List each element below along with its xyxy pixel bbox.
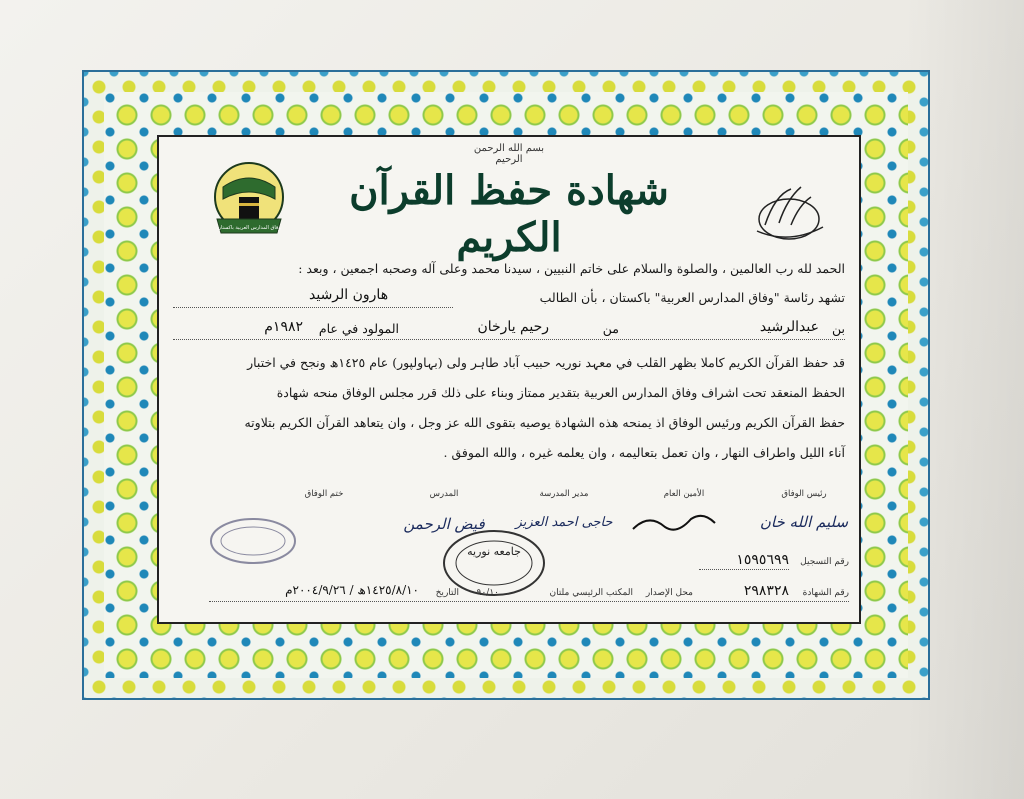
- signature-president: سليم الله خان: [759, 513, 849, 531]
- reference-number: ٩٠/١٠: [476, 588, 499, 598]
- school-stamp-text: جامعه نوریه: [467, 545, 521, 558]
- date-value: ١٤٢٥/٨/١٠ھ / ٢٠٠٤/٩/٢٦م: [285, 583, 419, 597]
- issue-place-label: محل الإصدار: [645, 588, 693, 598]
- student-name: هارون الرشيد: [309, 287, 389, 303]
- text-line-2: [173, 290, 845, 305]
- signature-label-director: مدير المدرسة: [539, 489, 589, 499]
- text-line-5: الحفظ المنعقد تحت اشراف وفاق المدارس العربية بتقدير ممتاز وبناء على ذلك قرر مجلس الوفاق منحه شهادة: [276, 385, 845, 400]
- registration-label: رقم التسجيل: [800, 557, 849, 567]
- text-line-2-label: تشهد رئاسة "وفاق المدارس العربية" باكستان ، بأن الطالب: [539, 290, 845, 305]
- wifaq-logo-icon: [209, 159, 289, 241]
- dotted-line: [209, 601, 849, 602]
- text-line-6: حفظ القرآن الكريم ورئيس الوفاق اذ يمنحه هذه الشهادة يوصيه بتقوى الله عز وجل ، وان يتعاهد القرآن الكريم بتلاوته: [244, 415, 845, 430]
- tughra-seal-icon: [745, 175, 831, 245]
- place-name: رحيم يارخان: [477, 319, 549, 335]
- certificate-number-label: رقم الشهادة: [802, 588, 849, 598]
- father-name: عبدالرشيد: [759, 319, 819, 335]
- bin-label: بن: [832, 321, 845, 336]
- text-line-1: الحمد لله رب العالمين ، والصلوة والسلام على خاتم النبيين ، سيدنا محمد وعلى آله وصحبه اجمعين ، وبعد :: [298, 261, 845, 276]
- text-line-4: قد حفظ القرآن الكريم كاملا بظهر القلب في معہد نوریہ حبیب آباد طاہر ولی (بہاولپور) عام ١٤٢٥ھ ونجح في اختبار: [247, 355, 845, 370]
- dotted-line: [699, 569, 789, 570]
- signature-secretary-scribble-icon: [629, 509, 719, 539]
- date-label: التاريخ: [435, 588, 459, 598]
- certificate-panel: [157, 135, 861, 624]
- issue-place: المكتب الرئيسي ملتان: [549, 588, 633, 598]
- born-label: المولود في عام: [318, 321, 399, 336]
- text-line-7: آناء الليل واطراف النهار ، وان تعمل بتعاليمه ، وان يعلمه غيره ، والله الموفق .: [443, 445, 845, 460]
- from-label: من: [602, 321, 619, 336]
- signature-label-secretary: الأمين العام: [663, 489, 705, 499]
- logo-caption: وفاق المدارس العربية باكستان: [217, 225, 281, 231]
- signature-label-seal: ختم الوفاق: [304, 489, 344, 499]
- dotted-line: [173, 307, 453, 308]
- dotted-line: [173, 339, 845, 340]
- basmala: بسم الله الرحمن الرحيم: [473, 143, 545, 165]
- signature-director: حاجی احمد العزیز: [515, 515, 613, 530]
- registration-number: ١٥٩٥٦٩٩: [736, 552, 789, 568]
- signature-label-president: رئيس الوفاق: [781, 489, 827, 499]
- birth-year: ١٩٨٢م: [264, 319, 303, 335]
- certificate-title: شهادة حفظ القرآن الكريم: [349, 167, 669, 261]
- certificate-number: ٢٩٨٣٢٨: [743, 583, 789, 599]
- signature-label-teacher: المدرس: [429, 489, 459, 499]
- signature-teacher: فیض الرحمن: [403, 515, 485, 533]
- wifaq-stamp-icon: [209, 517, 297, 565]
